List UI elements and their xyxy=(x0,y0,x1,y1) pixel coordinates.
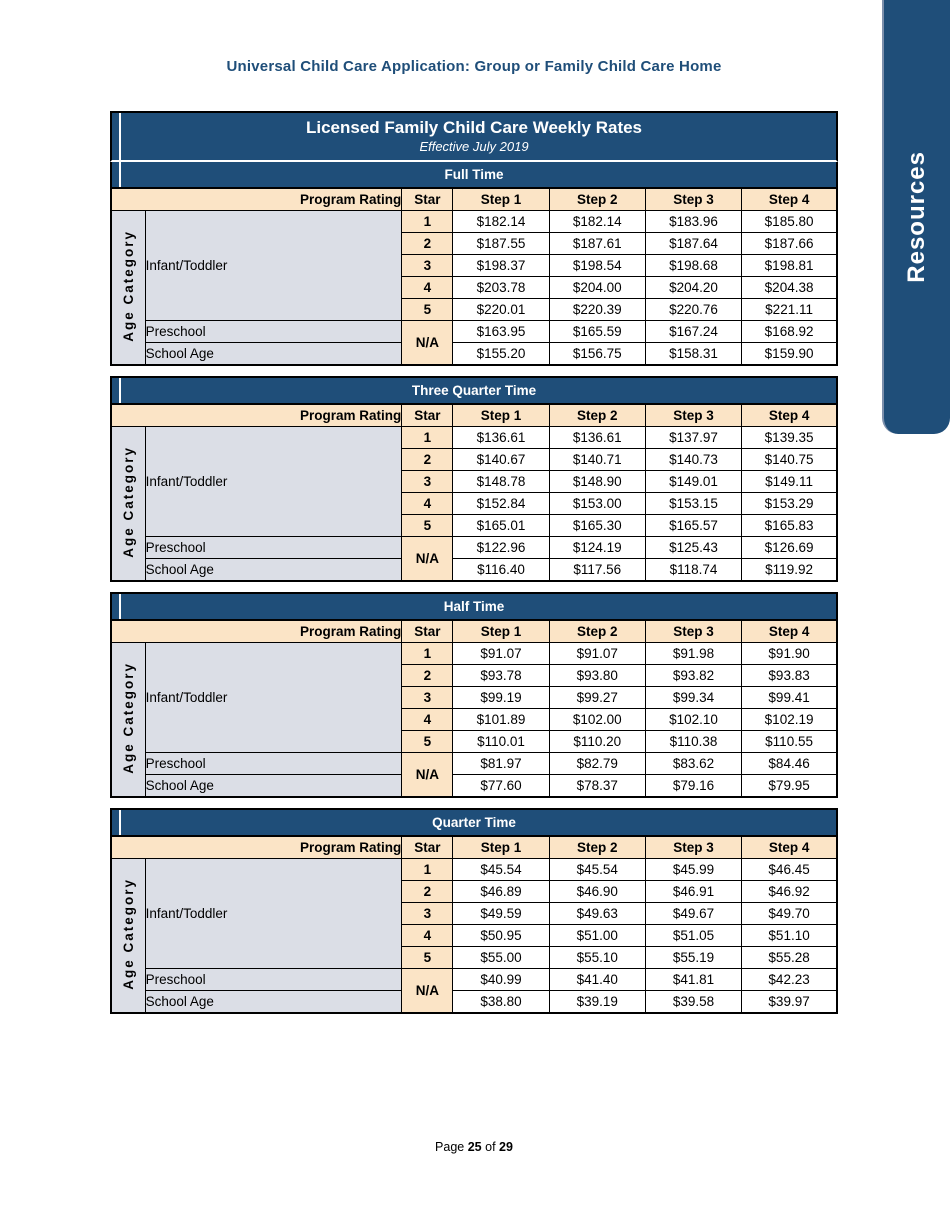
rate-cell: $183.96 xyxy=(645,211,741,233)
rate-cell: $187.64 xyxy=(645,233,741,255)
rate-cell: $124.19 xyxy=(549,537,645,559)
page-number-total: 29 xyxy=(499,1140,513,1154)
age-category-label: Age Category xyxy=(120,878,136,990)
star-header: Star xyxy=(402,404,453,427)
rate-cell: $93.82 xyxy=(645,665,741,687)
school-age-label: School Age xyxy=(145,775,402,798)
preschool-label: Preschool xyxy=(145,537,402,559)
rate-cell: $136.61 xyxy=(453,427,549,449)
rate-cell: $126.69 xyxy=(742,537,837,559)
rate-cell: $220.01 xyxy=(453,299,549,321)
step-header-1: Step 1 xyxy=(453,620,549,643)
star-cell: 4 xyxy=(402,493,453,515)
rate-cell: $122.96 xyxy=(453,537,549,559)
rate-cell: $140.75 xyxy=(742,449,837,471)
na-cell: N/A xyxy=(402,321,453,366)
table-row xyxy=(111,969,837,991)
preschool-label: Preschool xyxy=(145,321,402,343)
rate-cell: $165.57 xyxy=(645,515,741,537)
step-header-3: Step 3 xyxy=(645,188,741,211)
section-bar-quarter-time: Quarter Time xyxy=(110,808,838,835)
star-cell: 5 xyxy=(402,731,453,753)
step-header-3: Step 3 xyxy=(645,620,741,643)
rate-cell: $153.00 xyxy=(549,493,645,515)
page-title: Universal Child Care Application: Group or Family Child Care Home xyxy=(226,58,722,75)
step-header-4: Step 4 xyxy=(742,188,837,211)
age-category-label: Age Category xyxy=(120,446,136,558)
rate-cell: $46.92 xyxy=(742,881,837,903)
rate-cell: $78.37 xyxy=(549,775,645,798)
table-row xyxy=(111,559,837,582)
table-row xyxy=(111,427,837,449)
step-header-2: Step 2 xyxy=(549,620,645,643)
star-header: Star xyxy=(402,836,453,859)
age-category-cell xyxy=(111,211,145,366)
rate-cell: $118.74 xyxy=(645,559,741,582)
table-row xyxy=(111,753,837,775)
rate-cell: $204.38 xyxy=(742,277,837,299)
rates-section-full-time xyxy=(110,111,838,366)
rate-cell: $99.34 xyxy=(645,687,741,709)
rate-cell: $41.81 xyxy=(645,969,741,991)
star-cell: 1 xyxy=(402,427,453,449)
rate-cell: $39.19 xyxy=(549,991,645,1014)
star-cell: 4 xyxy=(402,277,453,299)
rates-table-quarter-time xyxy=(110,835,838,1014)
star-header: Star xyxy=(402,620,453,643)
rate-cell: $163.95 xyxy=(453,321,549,343)
rates-table-half-time xyxy=(110,619,838,798)
rate-cell: $159.90 xyxy=(742,343,837,366)
rate-cell: $204.00 xyxy=(549,277,645,299)
rate-cell: $38.80 xyxy=(453,991,549,1014)
star-cell: 2 xyxy=(402,665,453,687)
star-cell: 1 xyxy=(402,211,453,233)
infant-toddler-label: Infant/Toddler xyxy=(145,859,402,969)
rate-cell: $185.80 xyxy=(742,211,837,233)
rate-cell: $45.54 xyxy=(453,859,549,881)
table-body xyxy=(111,836,837,1013)
rate-cell: $110.55 xyxy=(742,731,837,753)
rate-cell: $139.35 xyxy=(742,427,837,449)
rate-cell: $156.75 xyxy=(549,343,645,366)
star-cell: 2 xyxy=(402,449,453,471)
infant-toddler-label: Infant/Toddler xyxy=(145,211,402,321)
rate-cell: $110.01 xyxy=(453,731,549,753)
rate-cell: $153.15 xyxy=(645,493,741,515)
rate-cell: $204.20 xyxy=(645,277,741,299)
rate-cell: $116.40 xyxy=(453,559,549,582)
rate-cell: $99.41 xyxy=(742,687,837,709)
rate-cell: $46.90 xyxy=(549,881,645,903)
rates-table-full-time xyxy=(110,187,838,366)
rate-cell: $91.98 xyxy=(645,643,741,665)
rate-cell: $51.10 xyxy=(742,925,837,947)
star-cell: 3 xyxy=(402,471,453,493)
step-header-4: Step 4 xyxy=(742,620,837,643)
table-body xyxy=(111,620,837,797)
rate-cell: $55.19 xyxy=(645,947,741,969)
rate-cell: $91.07 xyxy=(453,643,549,665)
na-cell: N/A xyxy=(402,969,453,1014)
header-row xyxy=(111,836,837,859)
page-number xyxy=(110,1140,838,1154)
rate-cell: $93.83 xyxy=(742,665,837,687)
rate-cell: $79.16 xyxy=(645,775,741,798)
rate-cell: $165.59 xyxy=(549,321,645,343)
program-rating-header: Program Rating xyxy=(111,188,402,211)
rate-cell: $39.97 xyxy=(742,991,837,1014)
rate-cell: $49.67 xyxy=(645,903,741,925)
step-header-4: Step 4 xyxy=(742,404,837,427)
rate-cell: $148.90 xyxy=(549,471,645,493)
rate-cell: $102.19 xyxy=(742,709,837,731)
star-cell: 4 xyxy=(402,925,453,947)
rate-cell: $182.14 xyxy=(453,211,549,233)
table-body xyxy=(111,188,837,365)
infant-toddler-label: Infant/Toddler xyxy=(145,643,402,753)
step-header-3: Step 3 xyxy=(645,836,741,859)
step-header-3: Step 3 xyxy=(645,404,741,427)
star-header: Star xyxy=(402,188,453,211)
rate-cell: $187.55 xyxy=(453,233,549,255)
rate-cell: $91.90 xyxy=(742,643,837,665)
school-age-label: School Age xyxy=(145,559,402,582)
table-row xyxy=(111,775,837,798)
rate-cell: $83.62 xyxy=(645,753,741,775)
rate-cell: $119.92 xyxy=(742,559,837,582)
rate-cell: $165.30 xyxy=(549,515,645,537)
step-header-1: Step 1 xyxy=(453,836,549,859)
rate-cell: $153.29 xyxy=(742,493,837,515)
rate-cell: $50.95 xyxy=(453,925,549,947)
step-header-1: Step 1 xyxy=(453,404,549,427)
star-cell: 3 xyxy=(402,687,453,709)
rate-cell: $41.40 xyxy=(549,969,645,991)
rate-cell: $117.56 xyxy=(549,559,645,582)
rate-cell: $99.27 xyxy=(549,687,645,709)
rate-cell: $45.99 xyxy=(645,859,741,881)
rate-cell: $46.89 xyxy=(453,881,549,903)
step-header-2: Step 2 xyxy=(549,404,645,427)
rate-cell: $187.61 xyxy=(549,233,645,255)
rate-cell: $101.89 xyxy=(453,709,549,731)
rate-cell: $137.97 xyxy=(645,427,741,449)
star-cell: 1 xyxy=(402,643,453,665)
rate-cell: $81.97 xyxy=(453,753,549,775)
rate-cell: $220.39 xyxy=(549,299,645,321)
star-cell: 3 xyxy=(402,255,453,277)
rate-cell: $165.83 xyxy=(742,515,837,537)
resources-tab-label: Resources xyxy=(903,151,930,283)
table-body xyxy=(111,404,837,581)
star-cell: 3 xyxy=(402,903,453,925)
table-row xyxy=(111,537,837,559)
star-cell: 2 xyxy=(402,881,453,903)
rate-cell: $198.54 xyxy=(549,255,645,277)
rates-section-quarter-time xyxy=(110,808,838,1014)
star-cell: 5 xyxy=(402,947,453,969)
step-header-4: Step 4 xyxy=(742,836,837,859)
rate-cell: $93.78 xyxy=(453,665,549,687)
rate-cell: $110.38 xyxy=(645,731,741,753)
na-cell: N/A xyxy=(402,753,453,798)
rate-cell: $140.67 xyxy=(453,449,549,471)
rate-cell: $102.10 xyxy=(645,709,741,731)
rate-cell: $82.79 xyxy=(549,753,645,775)
rate-cell: $168.92 xyxy=(742,321,837,343)
rate-cell: $140.71 xyxy=(549,449,645,471)
rate-cell: $55.28 xyxy=(742,947,837,969)
rate-cell: $136.61 xyxy=(549,427,645,449)
star-cell: 2 xyxy=(402,233,453,255)
na-cell: N/A xyxy=(402,537,453,582)
rate-cell: $49.63 xyxy=(549,903,645,925)
table-title: Licensed Family Child Care Weekly Rates xyxy=(305,118,643,137)
rate-cell: $148.78 xyxy=(453,471,549,493)
preschool-label: Preschool xyxy=(145,969,402,991)
rate-cell: $79.95 xyxy=(742,775,837,798)
section-bar-half-time: Half Time xyxy=(110,592,838,619)
step-header-2: Step 2 xyxy=(549,188,645,211)
rate-cell: $198.81 xyxy=(742,255,837,277)
age-category-cell xyxy=(111,427,145,582)
table-row xyxy=(111,991,837,1014)
table-main-header xyxy=(110,111,838,162)
page-number-of: of xyxy=(485,1140,496,1154)
table-row xyxy=(111,643,837,665)
rate-cell: $155.20 xyxy=(453,343,549,366)
header-row xyxy=(111,188,837,211)
rate-cell: $49.59 xyxy=(453,903,549,925)
page-number-label: Page xyxy=(435,1140,465,1154)
rate-cell: $40.99 xyxy=(453,969,549,991)
school-age-label: School Age xyxy=(145,343,402,366)
rate-cell: $167.24 xyxy=(645,321,741,343)
rate-cell: $51.00 xyxy=(549,925,645,947)
age-category-label: Age Category xyxy=(120,662,136,774)
section-bar-three-quarter-time: Three Quarter Time xyxy=(110,376,838,403)
school-age-label: School Age xyxy=(145,991,402,1014)
rate-cell: $99.19 xyxy=(453,687,549,709)
rate-cell: $102.00 xyxy=(549,709,645,731)
table-row xyxy=(111,859,837,881)
rate-cell: $93.80 xyxy=(549,665,645,687)
star-cell: 5 xyxy=(402,299,453,321)
star-cell: 5 xyxy=(402,515,453,537)
rate-cell: $46.45 xyxy=(742,859,837,881)
rates-section-three-quarter-time xyxy=(110,376,838,582)
rate-cell: $84.46 xyxy=(742,753,837,775)
rate-cell: $45.54 xyxy=(549,859,645,881)
rate-cell: $221.11 xyxy=(742,299,837,321)
rate-cell: $46.91 xyxy=(645,881,741,903)
header-row xyxy=(111,404,837,427)
rate-cell: $198.37 xyxy=(453,255,549,277)
rates-table-three-quarter-time xyxy=(110,403,838,582)
infant-toddler-label: Infant/Toddler xyxy=(145,427,402,537)
table-row xyxy=(111,321,837,343)
rate-cell: $140.73 xyxy=(645,449,741,471)
rates-section-half-time xyxy=(110,592,838,798)
rate-cell: $203.78 xyxy=(453,277,549,299)
star-cell: 1 xyxy=(402,859,453,881)
content-column xyxy=(110,0,838,1014)
rate-cell: $125.43 xyxy=(645,537,741,559)
program-rating-header: Program Rating xyxy=(111,836,402,859)
star-cell: 4 xyxy=(402,709,453,731)
page-number-current: 25 xyxy=(467,1140,482,1154)
rate-cell: $149.01 xyxy=(645,471,741,493)
rate-cell: $220.76 xyxy=(645,299,741,321)
rate-cell: $39.58 xyxy=(645,991,741,1014)
rate-cell: $187.66 xyxy=(742,233,837,255)
age-category-label: Age Category xyxy=(120,230,136,342)
rate-cell: $91.07 xyxy=(549,643,645,665)
rate-cell: $77.60 xyxy=(453,775,549,798)
rate-cell: $165.01 xyxy=(453,515,549,537)
preschool-label: Preschool xyxy=(145,753,402,775)
rate-cell: $182.14 xyxy=(549,211,645,233)
table-subtitle: Effective July 2019 xyxy=(419,139,529,154)
rate-cell: $158.31 xyxy=(645,343,741,366)
table-row xyxy=(111,211,837,233)
program-rating-header: Program Rating xyxy=(111,620,402,643)
rate-cell: $55.00 xyxy=(453,947,549,969)
rate-cell: $49.70 xyxy=(742,903,837,925)
rate-cell: $51.05 xyxy=(645,925,741,947)
rate-cell: $152.84 xyxy=(453,493,549,515)
resources-tab[interactable] xyxy=(882,0,950,434)
rate-cell: $149.11 xyxy=(742,471,837,493)
rate-cell: $198.68 xyxy=(645,255,741,277)
age-category-cell xyxy=(111,859,145,1014)
step-header-1: Step 1 xyxy=(453,188,549,211)
header-row xyxy=(111,620,837,643)
table-row xyxy=(111,343,837,366)
rate-cell: $42.23 xyxy=(742,969,837,991)
age-category-cell xyxy=(111,643,145,798)
program-rating-header: Program Rating xyxy=(111,404,402,427)
section-bar-full-time: Full Time xyxy=(110,162,838,187)
rate-cell: $55.10 xyxy=(549,947,645,969)
rate-cell: $110.20 xyxy=(549,731,645,753)
step-header-2: Step 2 xyxy=(549,836,645,859)
